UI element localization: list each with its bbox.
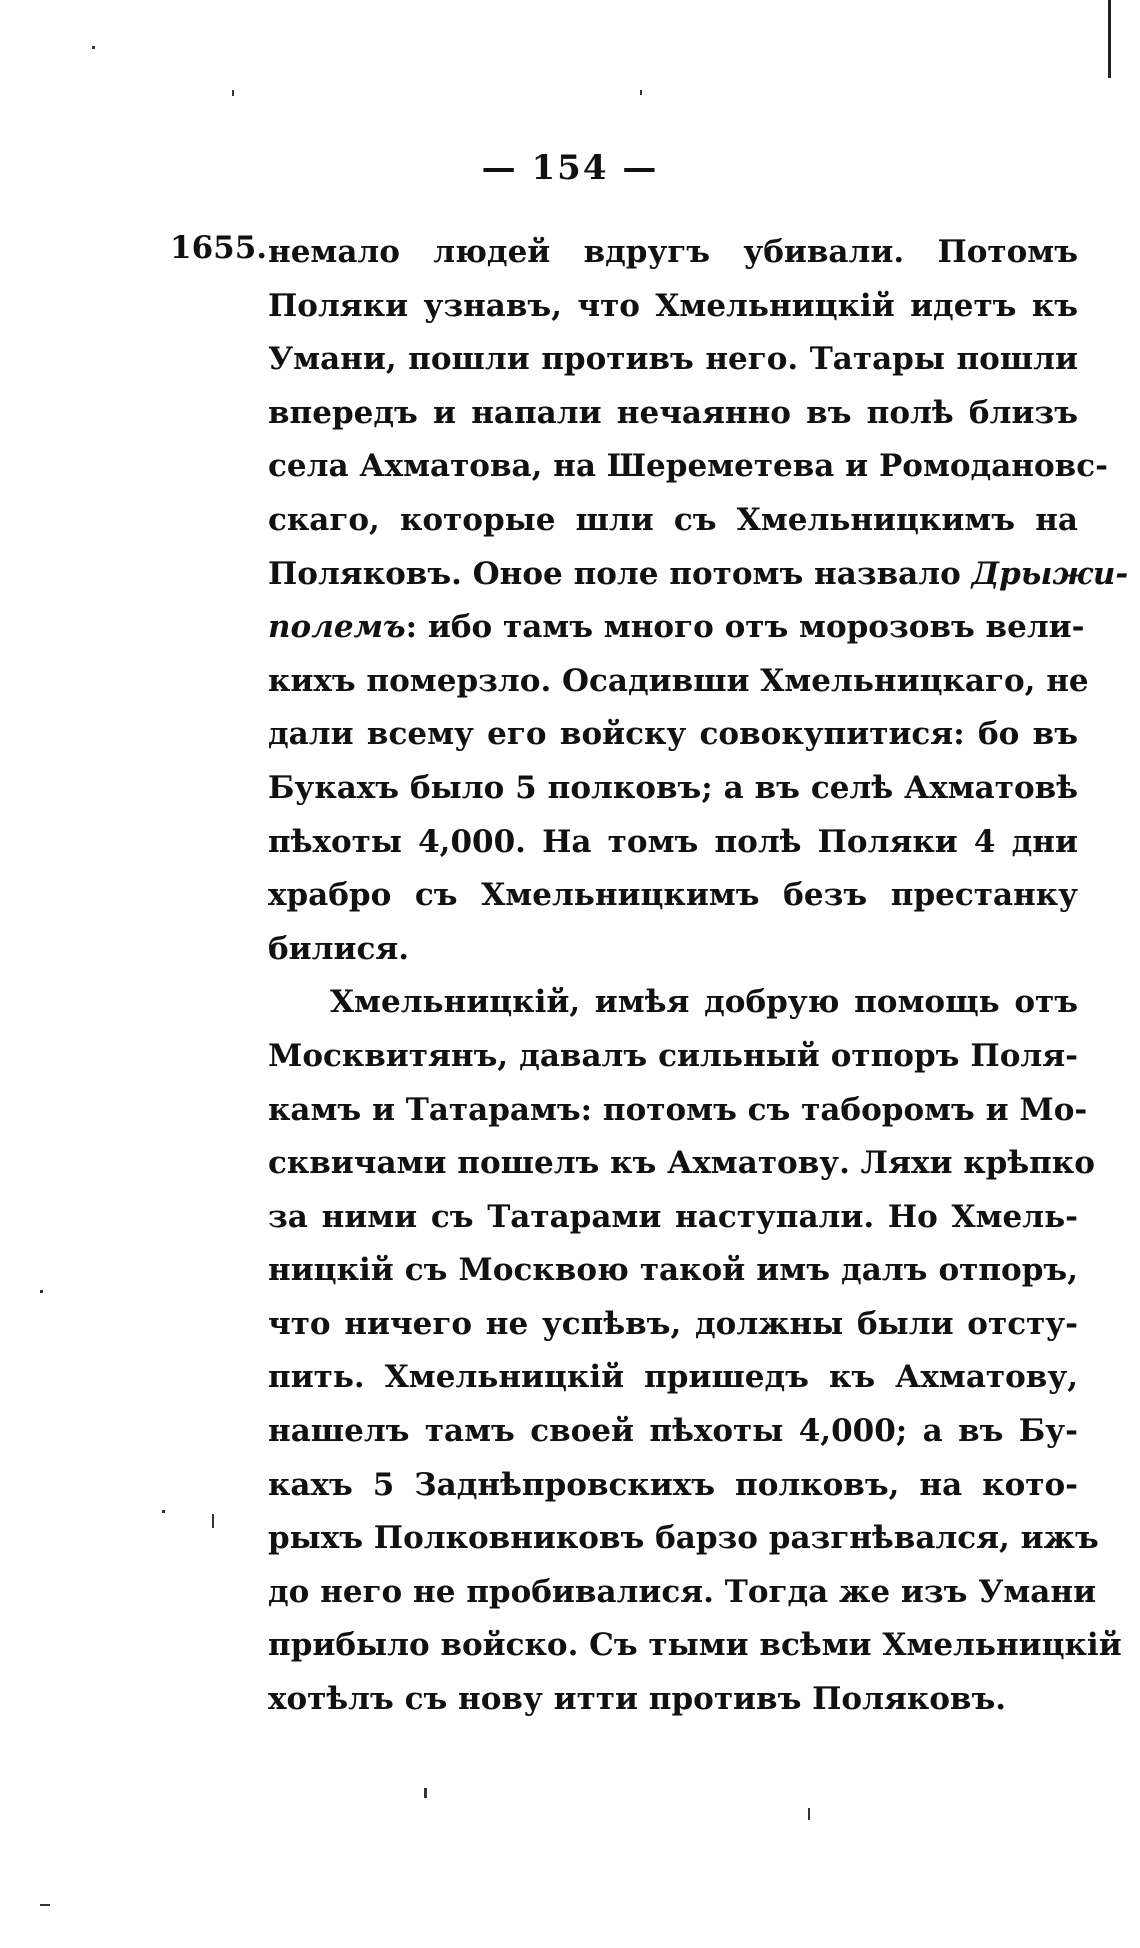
text-line: ницкій съ Москвою такой имъ далъ отпоръ,	[268, 1252, 1078, 1289]
text-line: Москвитянъ, давалъ сильный отпоръ Поля-	[268, 1037, 1078, 1074]
margin-year: 1655.	[170, 230, 268, 266]
text-line: хотѣлъ съ нову итти противъ Поляковъ.	[268, 1681, 1007, 1718]
scan-speck	[808, 1808, 810, 1820]
text-line: рыхъ Полковниковъ барзо разгнѣвался, ижъ	[268, 1520, 1099, 1557]
page-edge-mark	[1108, 0, 1111, 78]
text-line: впередъ и напали нечаянно въ полѣ близъ	[268, 394, 1078, 431]
text-line: Умани, пошли противъ него. Татары пошли	[268, 341, 1078, 378]
text-line: немало людей вдругъ убивали. Потомъ	[268, 234, 1078, 270]
body-text	[268, 226, 1129, 1727]
text-line: сквичами пошелъ къ Ахматову. Ляхи крѣпко	[268, 1145, 1095, 1182]
italic-word: полемъ	[268, 609, 406, 646]
scan-speck	[40, 1290, 43, 1293]
text-segment: : ибо тамъ много отъ морозовъ вели-	[405, 609, 1085, 646]
text-line: Букахъ было 5 полковъ; а въ селѣ Ахматовѣ	[268, 769, 1078, 806]
page-number: — 154 —	[481, 148, 659, 188]
text-line: храбро съ Хмельницкимъ безъ престанку	[268, 877, 1078, 914]
text-line	[268, 548, 1129, 602]
text-line: кахъ 5 Заднѣпровскихъ полковъ, на кото-	[268, 1466, 1078, 1503]
text-line: пѣхоты 4,000. На томъ полѣ Поляки 4 дни	[268, 823, 1078, 860]
scan-speck	[212, 1514, 214, 1528]
text-line: до него не пробивалися. Тогда же изъ Умани	[268, 1573, 1097, 1610]
text-line: Поляки узнавъ, что Хмельницкій идетъ къ	[268, 287, 1078, 324]
scan-speck	[40, 1904, 50, 1906]
scan-speck	[92, 46, 95, 49]
scan-speck	[232, 90, 234, 96]
text-line: села Ахматова, на Шереметева и Ромодановс-	[268, 448, 1108, 485]
text-line: кихъ померзло. Осадивши Хмельницкаго, не	[268, 662, 1089, 699]
text-line: за ними съ Татарами наступали. Но Хмель-	[268, 1198, 1078, 1235]
text-line: пить. Хмельницкій пришедъ къ Ахматову,	[268, 1359, 1078, 1396]
text-line: скаго, которые шли съ Хмельницкимъ на	[268, 501, 1078, 538]
scan-speck	[162, 1510, 165, 1513]
text-line: Хмельницкій, имѣя добрую помощь отъ	[330, 984, 1078, 1021]
text-line	[268, 601, 1085, 655]
text-line: билися.	[268, 930, 410, 967]
text-line: дали всему его войску совокупитися: бо въ	[268, 716, 1078, 753]
text-line: нашелъ тамъ своей пѣхоты 4,000; а въ Бу-	[268, 1413, 1078, 1450]
text-segment: Поляковъ. Оное поле потомъ назвало	[268, 555, 972, 592]
text-line: камъ и Татарамъ: потомъ съ таборомъ и Мо-	[268, 1091, 1088, 1128]
text-line: что ничего не успѣвъ, должны были отсту-	[268, 1305, 1078, 1342]
scan-speck	[640, 90, 642, 95]
scan-speck	[424, 1788, 427, 1798]
text-line: прибыло войско. Съ тыми всѣми Хмельницкій	[268, 1627, 1122, 1664]
italic-word: Дрыжи-	[971, 555, 1129, 592]
